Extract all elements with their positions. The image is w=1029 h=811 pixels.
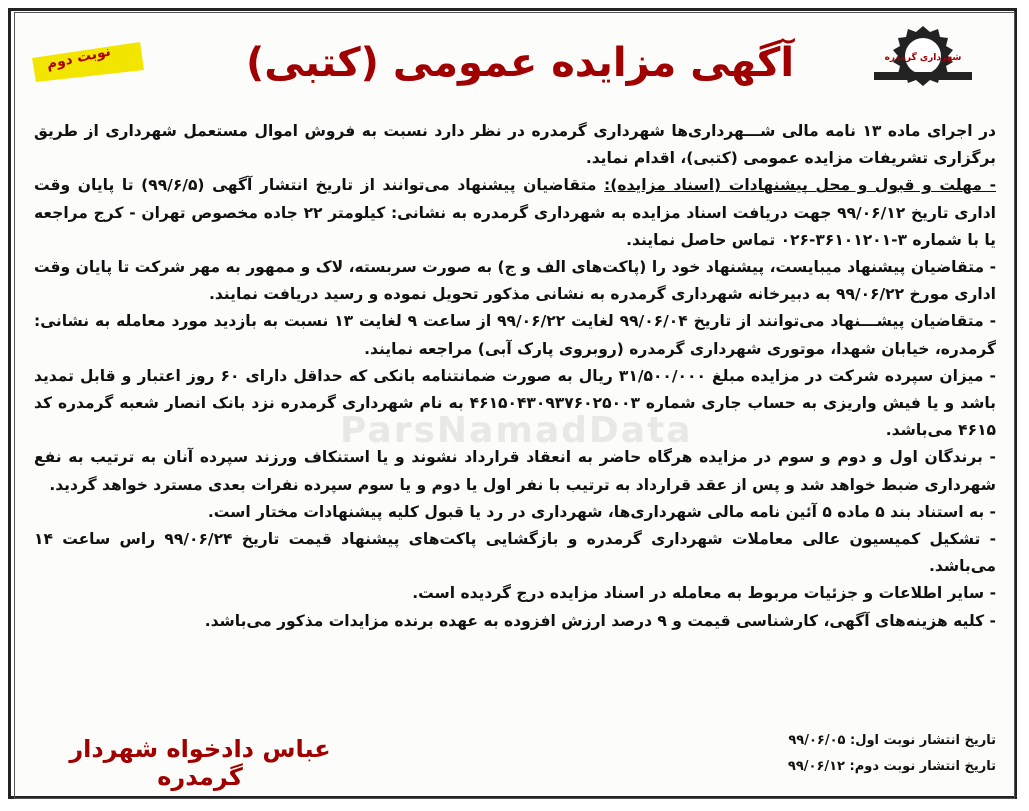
paragraph-intro: در اجرای ماده ۱۳ نامه مالی شـــهرداری‌ها شهرداری گرمدره در نظر دارد نسبت به فروش اموال مستعمل شهرداری از طریق برگزاری تشریفات مزایده عمومی (کتبی)، اقدام نماید. [34,122,997,168]
paragraph-rights: - به استناد بند ۵ ماده ۵ آئین نامه مالی شهرداری‌ها، شهرداری در رد یا قبول کلیه پیشنهادات مختار است. [207,502,996,521]
paragraph-costs: - کلیه هزینه‌های آگهی، کارشناسی قیمت و ۹ درصد ارزش افزوده به عهده برنده مزایدات مذکور می‌باشد. [204,611,996,630]
paragraph-visit: - متقاضیان پیشـــنهاد می‌توانند از تاریخ ۹۹/۰۶/۰۴ لغایت ۹۹/۰۶/۲۲ از ساعت ۹ لغایت ۱۳ نسبت به بازدید مورد معامله به نشانی: گرمدره، خیابان شهدا، موتوری شهرداری گرمدره (روبروی پارک آبی) مراجعه نمایند. [34,312,997,358]
logo-text: شهرداری گرمدره [884,53,962,63]
paragraph-submission: - متقاضیان پیشنهاد میبایست، پیشنهاد خود را (پاکت‌های الف و ج) به صورت سربسته، لاک و ممهور به مهر شرکت تا پایان وقت اداری مورخ ۹۹/۰۶/۲۲ به دبیرخانه شهرداری گرمدره به نشانی مذکور تحویل نموده و رسید دریافت نمایند. [34,258,996,304]
publication-badge [28,40,148,84]
badge-label: نوبت دوم [45,43,113,73]
paragraph-deposit: - میزان سپرده شرکت در مزایده مبلغ ۳۱/۵۰۰/۰۰۰ ریال به صورت ضمانتنامه بانکی که حداقل دارای ۶۰ روز اعتبار و قابل تمدید باشد و یا فیش واریزی به حساب جاری شماره ۴۶۱۵۰۴۳۰۹۳۷۶۰۲۵۰۰۳ به نام شهرداری گرمدره نزد بانک انصار شعبه گرمدره کد ۴۶۱۵ می‌باشد. [34,366,996,440]
second-publication-date: تاریخ انتشار نوبت دوم: ۹۹/۰۶/۱۲ [787,759,996,774]
paragraph-winners: - برندگان اول و دوم و سوم در مزایده هرگاه حاضر به انعقاد قرارداد نشوند و یا استنکاف ورزند سپرده آنان به ترتیب به نفع شهرداری ضبط خواهد شد و پس از عقد قرارداد به ترتیب با نفر اول یا دوم و یا سوم سپرده نفرات بعدی مسترد خواهد گردید. [34,448,996,494]
ad-body [34,118,996,635]
watermark: ParsNamadData [340,410,693,451]
deadline-heading: - مهلت و قبول و محل پیشنهادات (اسناد مزایده): [604,176,997,195]
mayor-signature: عباس دادخواه شهردار گرمدره [69,735,331,791]
municipality-logo [868,22,978,92]
ad-title: آگهی مزایده عمومی (کتبی) [245,40,795,86]
publication-dates [700,728,996,780]
first-publication-date: تاریخ انتشار نوبت اول: ۹۹/۰۶/۰۵ [788,733,996,748]
paragraph-deadline: - مهلت و قبول و محل پیشنهادات (اسناد مزایده): متقاضیان پیشنهاد می‌توانند از تاریخ انتشار آگهی (۹۹/۶/۵) تا پایان وقت اداری تاریخ ۹۹/۰۶/۱۲ جهت دریافت اسناد مزایده به شهرداری گرمدره به نشانی: کیلومتر ۲۲ جاده مخصوص تهران - کرج مراجعه یا با شماره ۳-۳۶۱۰۱۲۰۱-۰۲۶ تماس حاصل نمایند. [34,176,997,249]
paragraph-commission: - تشکیل کمیسیون عالی معاملات شهرداری گرمدره و بازگشایی پاکت‌های پیشنهاد قیمت تاریخ ۹۹/۰۶/۲۴ راس ساعت ۱۴ می‌باشد. [34,530,997,576]
paragraph-info: - سایر اطلاعات و جزئیات مربوط به معامله در اسناد مزایده درج گردیده است. [412,584,996,603]
